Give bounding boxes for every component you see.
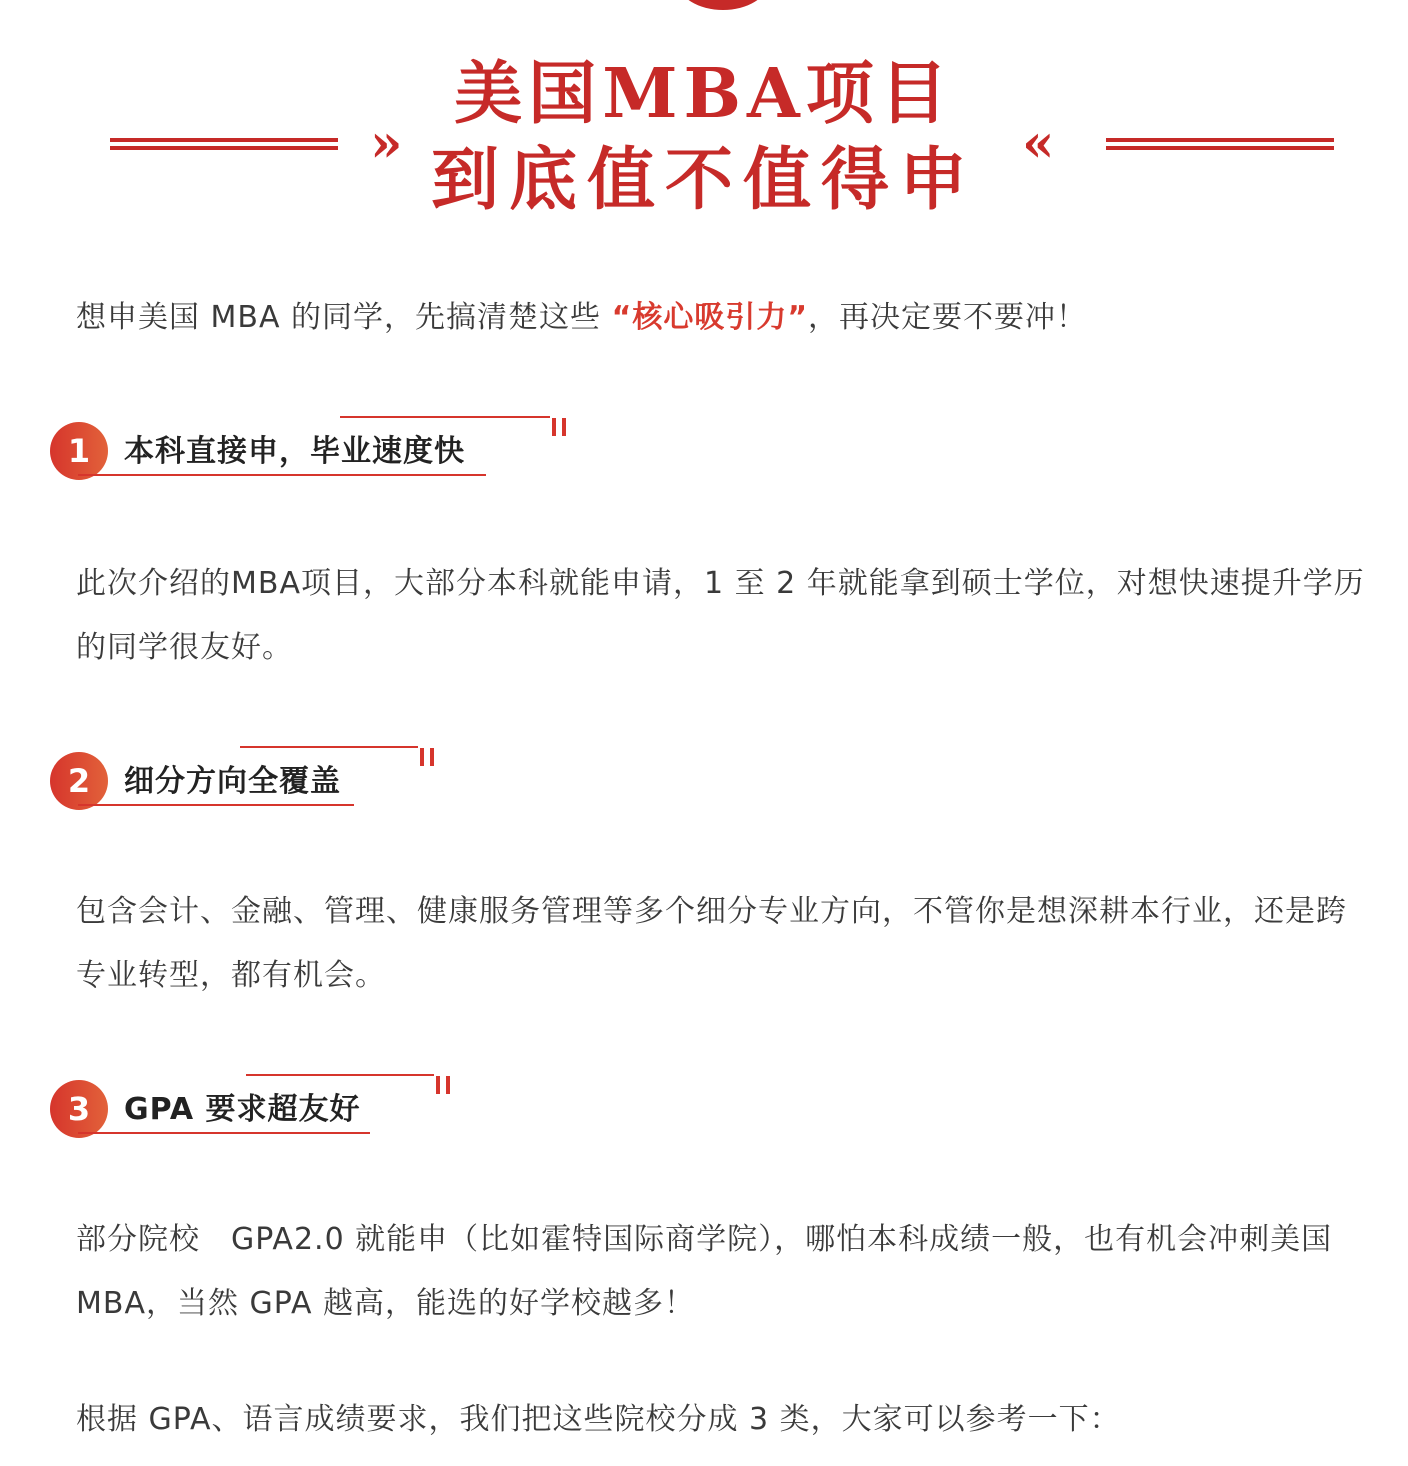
chevron-left-icon: « (1022, 113, 1055, 174)
section-heading-text: GPA 要求超友好 (124, 1092, 361, 1127)
heading-underline (78, 1132, 370, 1134)
heading-tick-mark (420, 748, 424, 766)
top-decor-circle (678, 0, 768, 10)
section-heading-text: 细分方向全覆盖 (124, 764, 341, 799)
page-title-line-2: 到底值不值得申 (430, 140, 977, 220)
intro-text-before: 想申美国 MBA 的同学，先搞清楚这些 (76, 300, 602, 335)
section-body-1: 此次介绍的MBA项目，大部分本科就能申请，1 至 2 年就能拿到硕士学位，对想快速提升学历的同学很友好。 (76, 566, 1365, 665)
heading-tick-mark (552, 418, 556, 436)
section-number-badge: 2 (50, 752, 108, 810)
heading-tick-mark (436, 1076, 440, 1094)
heading-overline (240, 746, 418, 748)
section-body-2: 包含会计、金融、管理、健康服务管理等多个细分专业方向，不管你是想深耕本行业，还是跨专业转型，都有机会。 (76, 894, 1347, 993)
intro-highlight: “核心吸引力” (611, 300, 809, 335)
heading-underline (78, 474, 486, 476)
title-rule-right (1106, 138, 1334, 152)
heading-overline (340, 416, 550, 418)
heading-tick-mark (446, 1076, 450, 1094)
heading-tick-mark (562, 418, 566, 436)
section-heading-text: 本科直接申，毕业速度快 (124, 434, 465, 469)
page-title-line-1: 美国MBA项目 (454, 54, 954, 134)
heading-overline (246, 1074, 434, 1076)
title-banner (0, 40, 1408, 230)
section-number-badge: 1 (50, 422, 108, 480)
heading-tick-mark (430, 748, 434, 766)
intro-text-after: ，再决定要不要冲！ (808, 300, 1088, 335)
section-body-3: 部分院校 GPA2.0 就能申（比如霍特国际商学院），哪怕本科成绩一般，也有机会冲刺美国 MBA，当然 GPA 越高，能选的好学校越多！ (76, 1222, 1333, 1321)
chevron-right-icon: » (370, 113, 403, 174)
section-number-badge: 3 (50, 1080, 108, 1138)
closing-paragraph: 根据 GPA、语言成绩要求，我们把这些院校分成 3 类，大家可以参考一下： (76, 1402, 1121, 1437)
intro-paragraph (76, 286, 1368, 350)
heading-underline (78, 804, 354, 806)
